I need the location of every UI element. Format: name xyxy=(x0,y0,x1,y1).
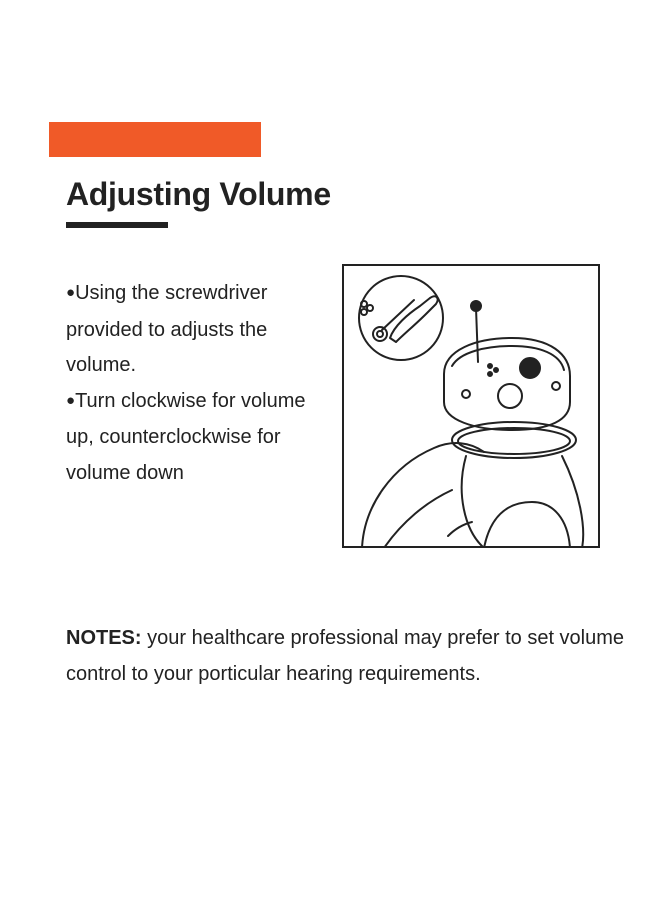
instruction-text: Turn clockwise for volume up, counterclockwise for volume down xyxy=(66,389,306,484)
battery-door-left xyxy=(462,390,470,398)
instruction-text: Using the screwdriver provided to adjusts the volume. xyxy=(66,282,268,376)
hearing-aid-face xyxy=(452,346,564,370)
hearing-aid-screwdriver-icon xyxy=(344,266,598,546)
notes-label: NOTES: xyxy=(66,627,142,649)
ear-lobe-outline xyxy=(384,490,452,546)
instruction-item xyxy=(66,276,338,384)
pointer-line xyxy=(476,308,478,362)
bullet-icon: ● xyxy=(66,391,76,409)
title-underline xyxy=(66,222,168,228)
battery-door-right xyxy=(552,382,560,390)
accent-bar xyxy=(49,122,261,157)
zoom-circle xyxy=(359,276,443,360)
volume-dial xyxy=(520,358,540,378)
inner-curve xyxy=(484,502,570,546)
lower-body-outline-2 xyxy=(562,456,583,546)
bullet-icon: ● xyxy=(66,284,76,301)
lower-body-outline xyxy=(462,456,484,546)
hearing-aid-illustration xyxy=(342,264,600,548)
notes-text: your healthcare professional may prefer to set volume control to your porticular hearing requirements. xyxy=(66,627,625,685)
microphone-port xyxy=(498,384,522,408)
instruction-item xyxy=(66,384,338,492)
pointer-dot xyxy=(471,301,481,311)
ear-canal-ring-inner xyxy=(458,428,570,454)
notes-paragraph xyxy=(66,620,646,692)
page-title: Adjusting Volume xyxy=(66,176,331,212)
instruction-list xyxy=(66,276,338,491)
